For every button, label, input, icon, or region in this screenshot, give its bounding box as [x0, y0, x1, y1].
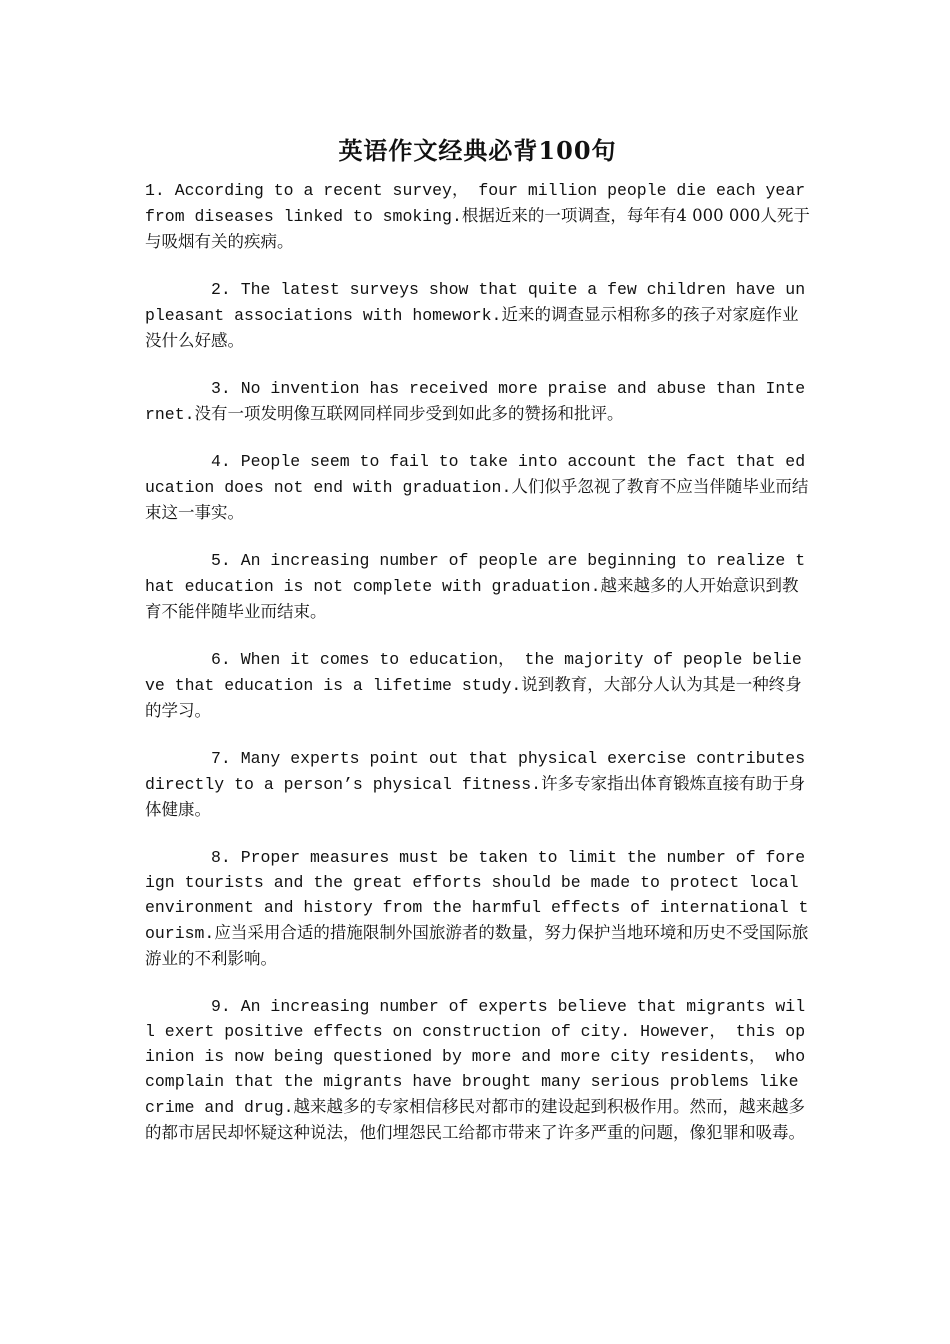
sentence-8 [145, 845, 810, 972]
sentence-2 [145, 277, 810, 354]
sentence-7 [145, 746, 810, 823]
sentence-number: 7. [211, 749, 231, 768]
sentence-chinese: 人们似乎忽视了教育不应当伴随毕业而结束这一事实。 [145, 477, 809, 522]
sentence-number: 8. [211, 848, 231, 867]
sentence-chinese: 应当采用合适的措施限制外国旅游者的数量，努力保护当地环境和历史不受国际旅游业的不利影响。 [145, 923, 809, 968]
sentence-number: 6. [211, 650, 231, 669]
sentence-number: 2. [211, 280, 231, 299]
sentence-english: The latest surveys show that quite a few children have unpleasant associations with homework. [145, 280, 806, 325]
sentence-number: 5. [211, 551, 231, 570]
sentence-number: 9. [211, 997, 231, 1016]
sentence-english: Many experts point out that physical exercise contributes directly to a person’s physical fitness. [145, 749, 806, 794]
sentence-chinese: 许多专家指出体育锻炼直接有助于身体健康。 [145, 774, 806, 819]
sentence-english: No invention has received more praise and abuse than Internet. [145, 379, 806, 424]
sentence-chinese: 越来越多的专家相信移民对都市的建设起到积极作用。然而，越来越多的都市居民却怀疑这种说法，他们埋怨民工给都市带来了许多严重的问题，像犯罪和吸毒。 [145, 1097, 806, 1142]
sentence-english: An increasing number of people are beginning to realize that education is not complete with graduation. [145, 551, 806, 596]
sentence-4 [145, 449, 810, 526]
sentence-number: 4. [211, 452, 231, 471]
document-title: 英语作文经典必背100句 [338, 136, 617, 165]
sentence-3 [145, 376, 810, 427]
sentence-1 [145, 178, 810, 255]
sentence-english: An increasing number of experts believe that migrants will exert positive effects on construction of city. However， this opinion is now being questioned by more and more city residents， who complain that the migrants have brought many serious problems like crime and drug. [145, 997, 806, 1117]
document-page [145, 128, 810, 1168]
sentence-6 [145, 647, 810, 724]
sentence-english: People seem to fail to take into account the fact that education does not end with graduation. [145, 452, 806, 497]
sentence-english: When it comes to education， the majority of people believe that education is a lifetime study. [145, 650, 802, 695]
sentence-chinese: 说到教育，大部分人认为其是一种终身的学习。 [145, 675, 802, 720]
sentence-chinese: 没有一项发明像互联网同样同步受到如此多的赞扬和批评。 [194, 404, 624, 423]
sentence-chinese: 根据近来的一项调查，每年有4 000 000人死于与吸烟有关的疾病。 [145, 206, 810, 251]
sentence-number: 3. [211, 379, 231, 398]
sentence-chinese: 近来的调查显示相称多的孩子对家庭作业没什么好感。 [145, 305, 799, 350]
sentence-5 [145, 548, 810, 625]
sentence-english: According to a recent survey， four million people die each year from diseases linked to smoking. [145, 181, 806, 226]
sentence-number: 1. [145, 181, 165, 200]
sentence-9 [145, 994, 810, 1146]
sentence-english: Proper measures must be taken to limit the number of foreign tourists and the great efforts should be made to protect local environment and history from the harmful effects of international tourism. [145, 848, 809, 943]
sentence-chinese: 越来越多的人开始意识到教育不能伴随毕业而结束。 [145, 576, 799, 621]
